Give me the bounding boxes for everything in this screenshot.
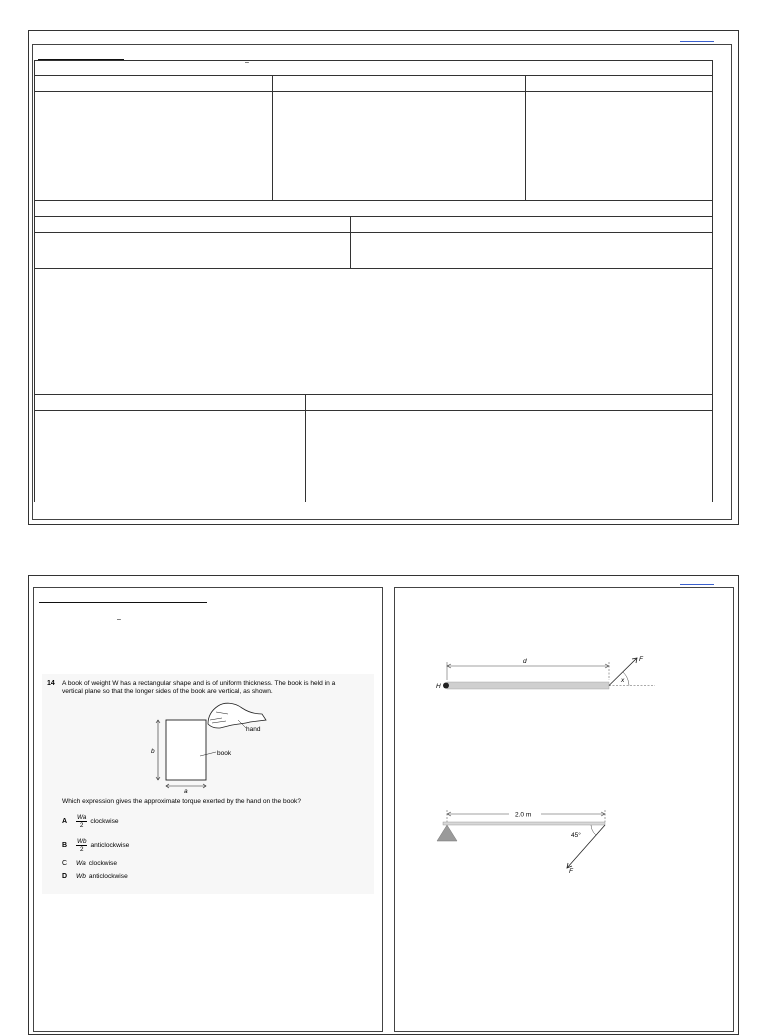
option-d[interactable] bbox=[62, 871, 128, 881]
option-b-numerator: Wb bbox=[77, 837, 87, 845]
b-label: b bbox=[151, 748, 155, 755]
question-prompt: Which expression gives the approximate torque exerted by the hand on the book? bbox=[62, 798, 301, 805]
option-d-letter: D bbox=[62, 872, 68, 880]
question-text-line-2: vertical plane so that the longer sides of the book are vertical, as shown. bbox=[62, 688, 273, 695]
option-a-letter: A bbox=[62, 817, 68, 825]
table-rule bbox=[35, 91, 713, 92]
option-b[interactable] bbox=[62, 836, 129, 854]
option-b-fraction bbox=[76, 838, 87, 853]
beam bbox=[443, 822, 605, 825]
table-rule bbox=[35, 394, 713, 395]
table-rule bbox=[35, 75, 713, 76]
beam-pivot-diagram bbox=[433, 804, 623, 874]
table-rule bbox=[35, 216, 713, 217]
option-b-letter: B bbox=[62, 841, 68, 849]
table-rule bbox=[35, 268, 713, 269]
a-label: a bbox=[184, 788, 188, 794]
book-figure bbox=[142, 698, 272, 794]
option-c[interactable] bbox=[62, 858, 117, 868]
length-label: 2.0 m bbox=[515, 811, 532, 819]
option-a-numerator: Wa bbox=[77, 813, 87, 821]
f-label: F bbox=[639, 656, 643, 663]
rod bbox=[447, 682, 609, 689]
option-d-expression: Wb bbox=[76, 872, 86, 880]
table-column-divider bbox=[525, 75, 526, 200]
rod-force-diagram bbox=[433, 652, 673, 700]
hand-sketch bbox=[208, 703, 266, 728]
option-a-denominator: 2 bbox=[79, 821, 84, 829]
option-b-direction: anticlockwise bbox=[90, 841, 130, 849]
h-label: H bbox=[436, 683, 441, 690]
option-c-letter: C bbox=[62, 859, 68, 867]
table-rule bbox=[35, 200, 713, 201]
page-2-link[interactable] bbox=[680, 584, 714, 585]
d-label: d bbox=[523, 658, 527, 665]
option-d-direction: anticlockwise bbox=[88, 872, 128, 880]
angle-label: 45° bbox=[571, 832, 581, 839]
question-text-line-1: A book of weight W has a rectangular shape and is of uniform thickness. The book is held in a bbox=[62, 680, 336, 687]
right-panel bbox=[394, 587, 734, 1032]
page-1-link[interactable] bbox=[680, 41, 714, 42]
option-a-fraction bbox=[76, 814, 87, 829]
page-1-table bbox=[34, 60, 713, 502]
table-rule bbox=[35, 60, 713, 61]
option-a-direction: clockwise bbox=[90, 817, 119, 825]
left-panel-title-underline bbox=[39, 602, 207, 603]
left-panel bbox=[33, 587, 383, 1032]
hinge-point bbox=[443, 683, 449, 689]
option-a[interactable] bbox=[62, 812, 119, 830]
question-14 bbox=[42, 674, 374, 894]
angle-arc bbox=[591, 825, 596, 835]
book-rectangle bbox=[166, 720, 206, 780]
option-b-denominator: 2 bbox=[79, 845, 84, 853]
question-number: 14 bbox=[47, 680, 55, 687]
book-label: book bbox=[217, 750, 232, 757]
table-rule bbox=[35, 232, 713, 233]
option-c-expression: Wa bbox=[76, 859, 86, 867]
table-rule bbox=[35, 410, 713, 411]
table-column-divider bbox=[272, 75, 273, 200]
pivot-triangle bbox=[437, 825, 457, 841]
x-label: x bbox=[621, 677, 625, 684]
page-1-dash: – bbox=[245, 59, 249, 66]
f-label: F bbox=[569, 868, 573, 874]
hand-label: hand bbox=[246, 726, 261, 733]
table-column-divider bbox=[350, 216, 351, 268]
option-c-direction: clockwise bbox=[88, 859, 117, 867]
left-panel-dash: – bbox=[117, 616, 121, 623]
